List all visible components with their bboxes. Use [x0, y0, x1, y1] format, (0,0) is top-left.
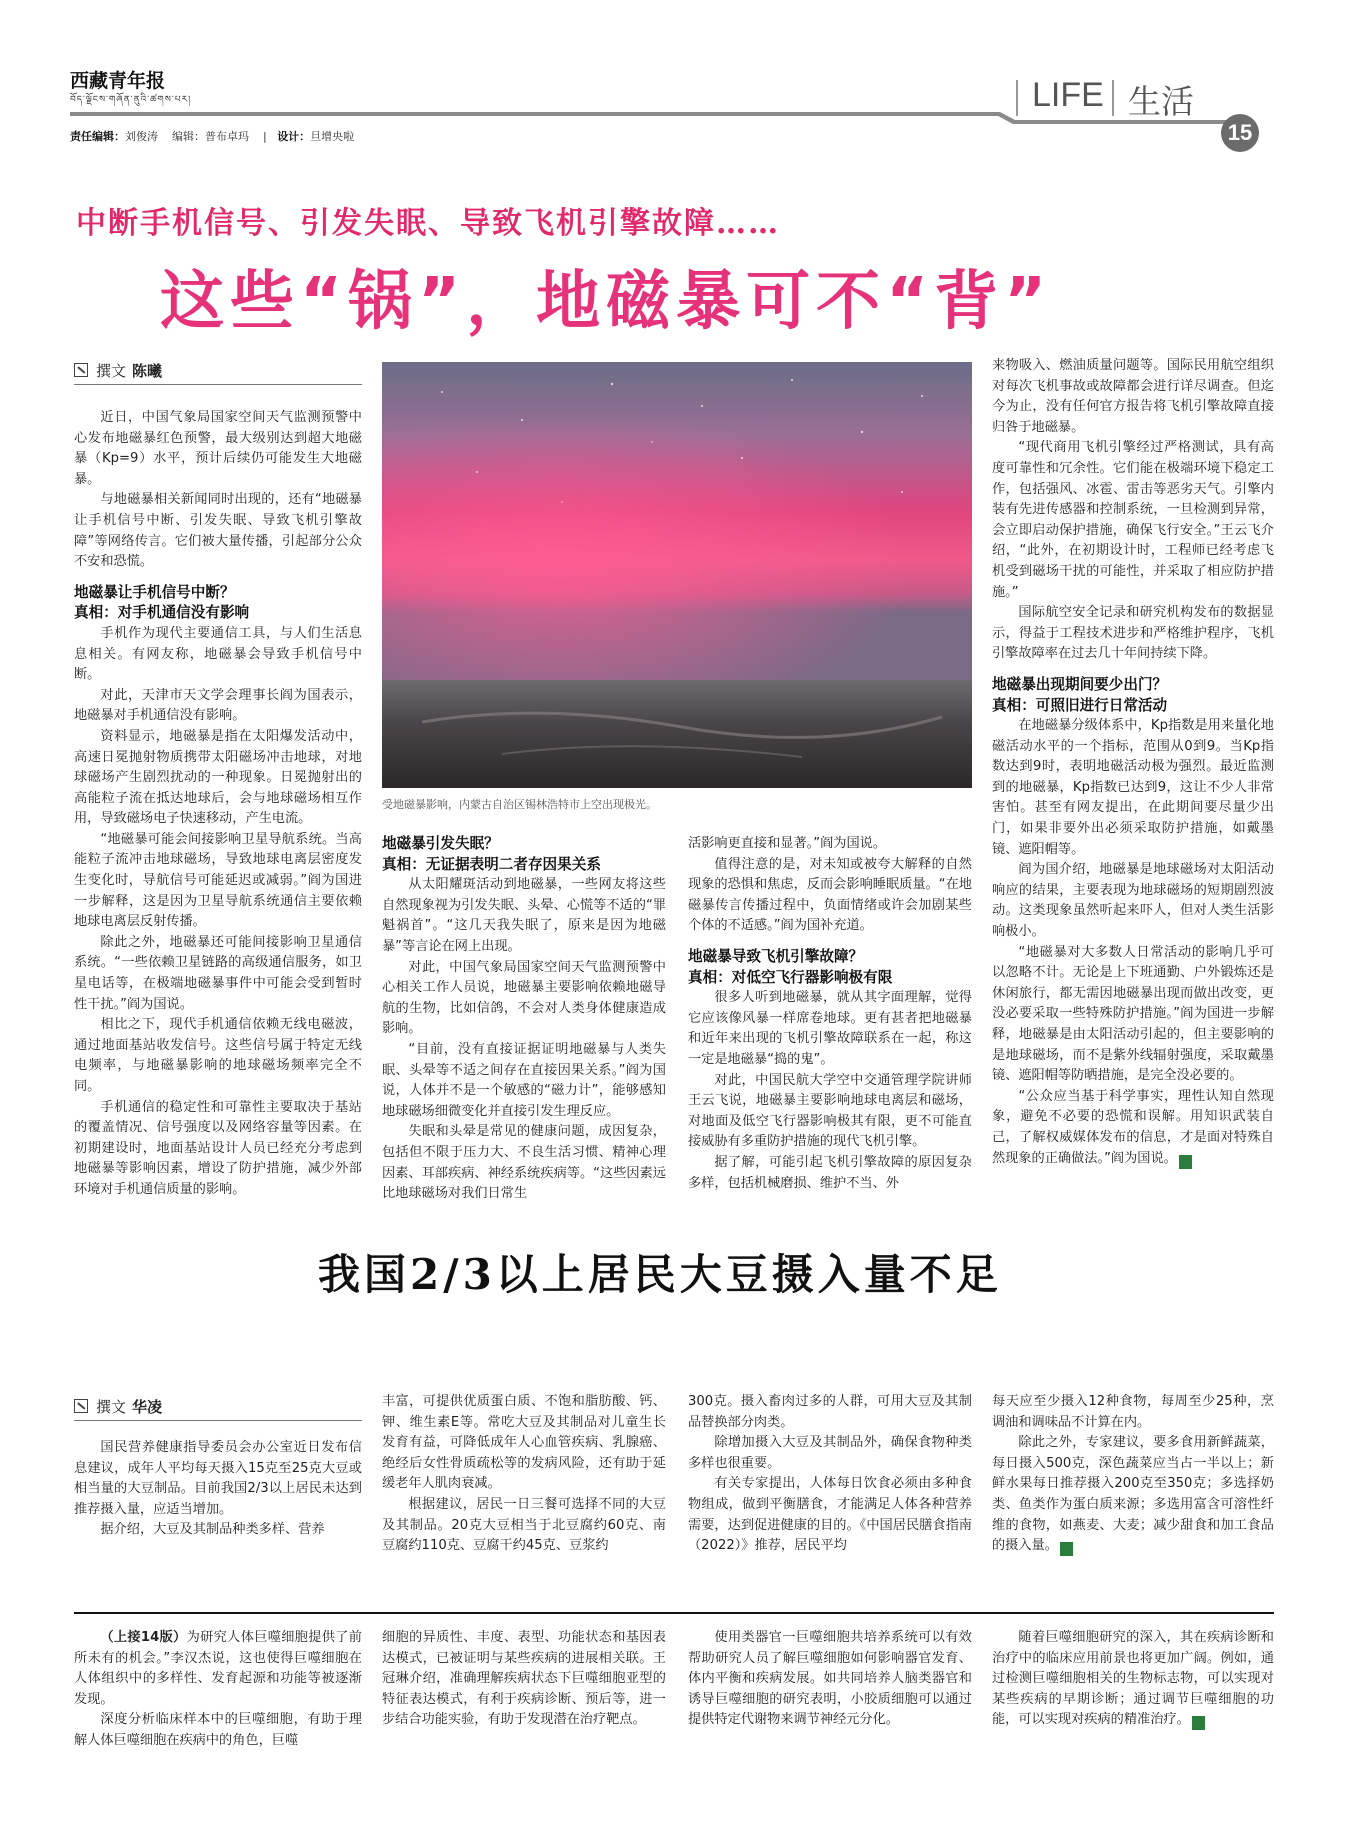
leaf-end-mark-icon: ✦ — [1192, 1716, 1205, 1730]
subhead-answer: 真相：无证据表明二者存因果关系 — [382, 855, 601, 873]
leaf-end-mark-icon: ✦ — [1179, 1155, 1192, 1169]
subhead-question: 地磁暴引发失眠？ — [382, 835, 499, 852]
paragraph: 对此，天津市天文学会理事长阎为国表示，地磁暴对手机通信没有影响。 — [74, 687, 362, 724]
paragraph: 国际航空安全记录和研究机构发布的数据显示，得益于工程技术进步和严格维护程序，飞机引擎故障率在过去几十年间持续下降。 — [992, 605, 1274, 662]
paragraph: 除增加摄入大豆及其制品外，确保食物种类多样也很重要。 — [688, 1435, 972, 1471]
subhead-answer: 真相：对低空飞行器影响极有限 — [688, 968, 893, 986]
paragraph: 活影响更直接和显著。”阎为国说。 — [688, 836, 887, 851]
paragraph: 有关专家提出，人体每日饮食必须由多种食物组成，做到平衡膳食，才能满足人体各种营养需要，达到促进健康的目的。《中国居民膳食指南（2022）》推荐，居民平均 — [688, 1476, 972, 1554]
paragraph: 丰富，可提供优质蛋白质、不饱和脂肪酸、钙、钾、维生素E等。常吃大豆及其制品对儿童生长发育有益，可降低成年人心血管疾病、乳腺癌、绝经后女性骨质疏松等的发病风险，还有助于延缓老年人肌肉衰减。 — [382, 1394, 666, 1492]
article2-column-3 — [688, 1392, 972, 1557]
article2-byline: 撰文 华凌 — [74, 1396, 162, 1417]
paragraph: “地磁暴对大多数人日常活动的影响几乎可以忽略不计。无论是上下班通勤、户外锻炼还是休闲旅行，都无需因地磁暴出现而做出改变，更没必要采取一些特殊防护措施。”阎为国进一步解释，地磁暴是由太阳活动引起的，但主要影响的是地球磁场，而不是紫外线辐射强度，采取戴墨镜、遮阳帽等防晒措施，是完全没必要的。 — [992, 944, 1274, 1084]
paragraph: 近日，中国气象局国家空间天气监测预警中心发布地磁暴红色预警，最大级别达到超大地磁暴（Kp=9）水平，预计后续仍可能发生大地磁暴。 — [74, 410, 362, 487]
subhead-question: 地磁暴出现期间要少出门？ — [992, 675, 1168, 693]
subhead-answer: 真相：可照旧进行日常活动 — [992, 696, 1168, 714]
paragraph: 手机通信的稳定性和可靠性主要取决于基站的覆盖情况、信号强度以及网络容量等因素。在初期建设时，地面基站设计人员已经充分考虑到地磁暴等影响因素，增设了防护措施，减少外部环境对手机通信质量的影响。 — [74, 1099, 362, 1197]
article3-column-1 — [74, 1628, 362, 1752]
paragraph: 来物吸入、燃油质量问题等。国际民用航空组织对每次飞机事故或故障都会进行详尽调查。但迄今为止，没有任何官方报告将飞机引擎故障直接归咎于地磁暴。 — [992, 358, 1274, 435]
photo-caption: 受地磁暴影响，内蒙古自治区锡林浩特市上空出现极光。 — [382, 798, 657, 811]
paragraph: 很多人听到地磁暴，就从其字面理解，觉得它应该像风暴一样席卷地球。更有甚者把地磁暴和近年来出现的飞机引擎故障联系在一起，称这一定是地磁暴“捣的鬼”。 — [688, 990, 972, 1067]
paragraph: 随着巨噬细胞研究的深入，其在疾病诊断和治疗中的临床应用前景也将更加广阔。例如，通过检测巨噬细胞相关的生物标志物，可以实现对某些疾病的早期诊断；通过调节巨噬细胞的功能，可以实现对疾病的精准治疗。 ✦ — [992, 1630, 1274, 1729]
paragraph: 深度分析临床样本中的巨噬细胞，有助于理解人体巨噬细胞在疾病中的角色，巨噬 — [74, 1712, 362, 1748]
article2-column-4 — [992, 1392, 1274, 1557]
paragraph: 值得注意的是，对未知或被夸大解释的自然现象的恐惧和焦虑，反而会影响睡眠质量。“在地磁暴传言传播过程中，负面情绪或许会加剧某些个体的不适感。”阎为国补充道。 — [688, 856, 972, 934]
paragraph: 据介绍，大豆及其制品种类多样、营养 — [100, 1522, 325, 1538]
paragraph: “现代商用飞机引擎经过严格测试，具有高度可靠性和冗余性。它们能在极端环境下稳定工作，包括强风、冰雹、雷击等恶劣天气。引擎内装有先进传感器和控制系统，一旦检测到异常，会立即启动保护措施，确保飞行安全。”王云飞介绍，“此外，在初期设计时，工程师已经考虑飞机受到磁场干扰的可能性，并采取了相应防护措施。” — [992, 440, 1274, 600]
paragraph: 细胞的异质性、丰度、表型、功能状态和基因表达模式，已被证明与某些疾病的进展相关联。王冠琳介绍，准确理解疾病状态下巨噬细胞亚型的特征表达模式，有利于疾病诊断、预后等，进一步结合功能实验，有助于发现潜在治疗靶点。 — [382, 1630, 666, 1728]
masthead-name: 西藏青年报 — [70, 70, 166, 92]
paragraph: “地磁暴可能会间接影响卫星导航系统。当高能粒子流冲击地球磁场，导致地球电离层密度发生变化时，导航信号可能延迟或减弱。”阎为国进一步解释，这是因为卫星导航系统通信主要依赖地球电离层反射传播。 — [74, 831, 362, 930]
paragraph: 相比之下，现代手机通信依赖无线电磁波，通过地面基站收发信号。这些信号属于特定无线电频率，与地磁暴影响的地球磁场频率完全不同。 — [74, 1017, 362, 1094]
paragraph: 300克。摄入畜肉过多的人群，可用大豆及其制品替换部分肉类。 — [688, 1394, 972, 1430]
paragraph: 国民营养健康指导委员会办公室近日发布信息建议，成年人平均每天摄入15克至25克大豆或相当量的大豆制品。目前我国2/3以上居民未达到推荐摄入量，应适当增加。 — [74, 1440, 362, 1517]
paragraph: 除此之外，地磁暴还可能间接影响卫星通信系统。“一些依赖卫星链路的高级通信服务，如卫星电话等，在极端地磁暴事件中可能会受到暂时性干扰。”阎为国说。 — [74, 934, 362, 1012]
article1-column-2 — [382, 834, 666, 1205]
masthead-tibetan: བོད་ལྗོངས་གཞོན་ནུའི་ཚགས་པར། — [70, 95, 192, 105]
byline-rule — [74, 384, 362, 385]
article1-kicker: 中断手机信号、引发失眠、导致飞机引擎故障…… — [76, 206, 780, 241]
paragraph: 对此，中国气象局国家空间天气监测预警中心相关工作人员说，地磁暴主要影响依赖地磁导航的生物，比如信鸽，不会对人类身体健康造成影响。 — [382, 959, 666, 1037]
paragraph: 除此之外，专家建议，要多食用新鲜蔬菜，每日摄入500克，深色蔬菜应当占一半以上；新鲜水果每日推荐摄入200克至350克；多选择奶类、鱼类作为蛋白质来源；多选用富含可溶性纤维的食物，如燕麦、大麦；减少甜食和加工食品的摄入量。 ✦ — [992, 1435, 1274, 1555]
section-label-en: LIFE — [1032, 76, 1104, 114]
article3-column-2 — [382, 1628, 666, 1731]
subhead-answer: 真相：对手机通信没有影响 — [74, 604, 250, 622]
paragraph: 资料显示，地磁暴是指在太阳爆发活动中，高速日冕抛射物质携带太阳磁场冲击地球，对地球磁场产生剧烈扰动的一种现象。日冕抛射出的高能粒子流在抵达地球后，会与地球磁场相互作用，导致磁场电子快速移动，产生电流。 — [74, 728, 362, 827]
pen-icon — [74, 363, 88, 377]
credits: 责任编辑：刘俊涛 编辑：普布卓玛 | 设计：旦增央啦 — [70, 130, 355, 143]
section-divider — [74, 1612, 1274, 1614]
article1-column-3 — [688, 834, 972, 1194]
article2-headline: 我国2/3以上居民大豆摄入量不足 — [318, 1250, 1002, 1299]
paragraph: 与地磁暴相关新闻同时出现的，还有“地磁暴让手机信号中断、引发失眠、导致飞机引擎故障”等网络传言。它们被大量传播，引起部分公众不安和恐慌。 — [74, 492, 362, 570]
page-number: 15 — [1221, 114, 1259, 152]
paragraph: 手机作为现代主要通信工具，与人们生活息息相关。有网友称，地磁暴会导致手机信号中断。 — [74, 625, 362, 683]
subhead-question: 地磁暴导致飞机引擎故障？ — [688, 947, 864, 965]
paragraph: 失眠和头晕是常见的健康问题，成因复杂，包括但不限于压力大、不良生活习惯、精神心理因素、耳部疾病、神经系统疾病等。“这些因素远比地球磁场对我们日常生 — [382, 1124, 666, 1202]
subhead-question: 地磁暴让手机信号中断？ — [74, 583, 235, 601]
section-label-cn: 生活 — [1128, 82, 1194, 121]
paragraph: 在地磁暴分级体系中，Kp指数是用来量化地磁活动水平的一个指标，范围从0到9。当Kp指数达到9时，表明地磁活动极为强烈。最近监测到的地磁暴，Kp指数已达到9，这让不少人非常害怕。甚至有网友提出，在此期间要尽量少出门，如果非要外出必须采取防护措施，如戴墨镜、遮阳帽等。 — [992, 718, 1274, 857]
article2-column-2 — [382, 1392, 666, 1557]
paragraph: “公众应当基于科学事实，理性认知自然现象，避免不必要的恐慌和误解。用知识武装自己，了解权威媒体发布的信息，才是面对特殊自然现象的正确做法。”阎为国说。 ✦ — [992, 1088, 1274, 1167]
article2-column-1 — [74, 1438, 362, 1541]
paragraph: 据了解，可能引起飞机引擎故障的原因复杂多样，包括机械磨损、维护不当、外 — [688, 1154, 972, 1191]
continued-label: （上接14版） — [100, 1630, 187, 1645]
paragraph: （上接14版）为研究人体巨噬细胞提供了前所未有的机会。”李汉杰说，这也使得巨噬细胞在人体组织中的多样性、发育起源和功能等被逐渐发现。 — [74, 1630, 362, 1707]
article3-column-4 — [992, 1628, 1274, 1731]
article3-column-3 — [688, 1628, 972, 1731]
paragraph: 对此，中国民航大学空中交通管理学院讲师王云飞说，地磁暴主要影响地球电离层和磁场，对地面及低空飞行器影响极其有限，更不可能直接威胁有多重防护措施的现代飞机引擎。 — [688, 1072, 972, 1150]
byline-rule — [74, 1420, 362, 1421]
aurora-photo — [382, 362, 972, 788]
leaf-end-mark-icon: ✦ — [1060, 1542, 1073, 1556]
pen-icon — [74, 1399, 88, 1413]
article1-column-1 — [74, 408, 362, 1201]
paragraph: 根据建议，居民一日三餐可选择不同的大豆及其制品。20克大豆相当于北豆腐约60克、南豆腐约110克、豆腐干约45克、豆浆约 — [382, 1496, 666, 1554]
article1-column-4 — [992, 356, 1274, 1169]
paragraph: 每天应至少摄入12种食物，每周至少25种，烹调油和调味品不计算在内。 — [992, 1394, 1274, 1430]
paragraph: “目前，没有直接证据证明地磁暴与人类失眠、头晕等不适之间存在直接因果关系。”阎为国说，人体并不是一个敏感的“磁力计”，能够感知地球磁场细微变化并直接引发生理反应。 — [382, 1041, 666, 1119]
article1-byline: 撰文 陈曦 — [74, 360, 162, 381]
article1-headline: 这些“锅”，地磁暴可不“背” — [160, 265, 1053, 339]
paragraph: 使用类器官一巨噬细胞共培养系统可以有效帮助研究人员了解巨噬细胞如何影响器官发育、体内平衡和疾病发展。如共同培养人脑类器官和诱导巨噬细胞的研究表明，小胶质细胞可以通过提供特定代谢物来调节神经元分化。 — [688, 1630, 972, 1728]
paragraph: 阎为国介绍，地磁暴是地球磁场对太阳活动响应的结果，主要表现为地球磁场的短期剧烈波动。这类现象虽然听起来吓人，但对人类生活影响极小。 — [992, 862, 1274, 940]
paragraph: 从太阳耀斑活动到地磁暴，一些网友将这些自然现象视为引发失眠、头晕、心慌等不适的“罪魁祸首”。“这几天我失眠了，原来是因为地磁暴”等言论在网上出现。 — [382, 877, 666, 954]
header-rule — [70, 106, 1230, 124]
